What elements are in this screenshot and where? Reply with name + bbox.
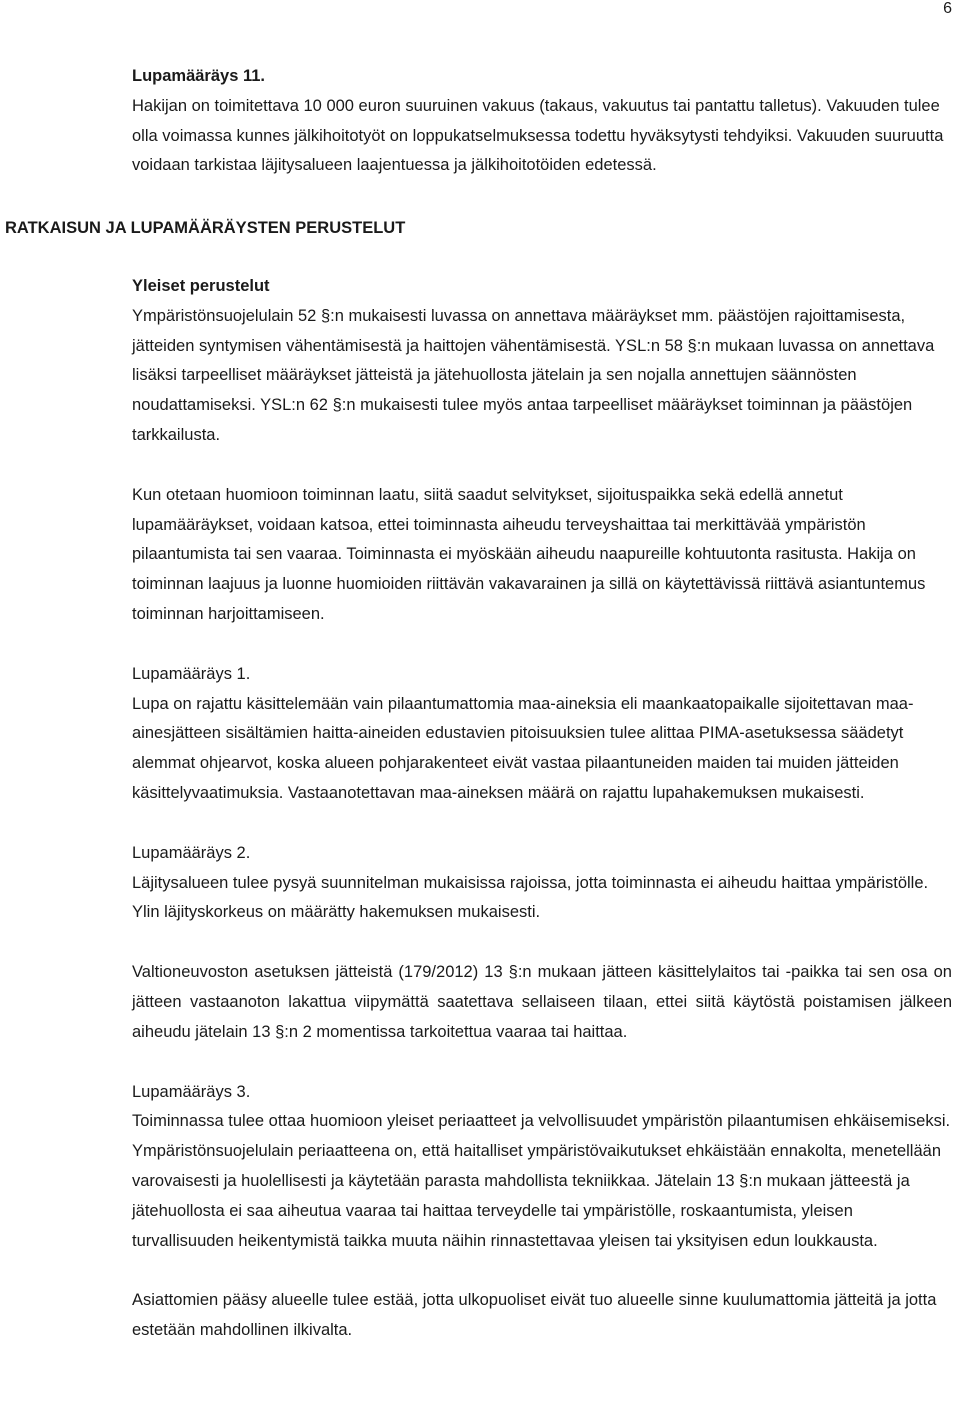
- lupamaarays-1-heading: Lupamääräys 1.: [132, 664, 251, 683]
- general-reasons: [0, 272, 960, 451]
- lupamaarays-3: [0, 1078, 960, 1257]
- assessment: [0, 481, 960, 630]
- site-access-text: Asiattomien pääsy alueelle tulee estää, jotta ulkopuoliset eivät tuo alueelle sinne kuulumattomia jätteitä ja jotta estetään mahdollinen ilkivalta.: [132, 1291, 937, 1340]
- document-body: [0, 62, 960, 1346]
- lupamaarays-2-text: Läjitysalueen tulee pysyä suunnitelman mukaisissa rajoissa, jotta toiminnasta ei aiheudu haittaa ympäristölle. Ylin läjityskorkeus on määrätty hakemuksen mukaisesti.: [132, 873, 929, 922]
- site-access: [0, 1286, 960, 1346]
- lupamaarays-11-text: Hakijan on toimitettava 10 000 euron suuruinen vakuus (takaus, vakuutus tai pantattu talletus). Vakuuden tulee olla voimassa kunnes jälkihoitotyöt on loppukatselmuksessa todettu hyväksytysti tehdyiksi. Vakuuden suuruutta voidaan tarkistaa läjitysalueen laajentuessa ja jälkihoitotöiden edetessä.: [132, 96, 944, 175]
- lupamaarays-11: [0, 62, 960, 181]
- lupamaarays-11-heading: Lupamääräys 11.: [132, 67, 265, 85]
- lupamaarays-1: [0, 660, 960, 809]
- lupamaarays-3-heading: Lupamääräys 3.: [132, 1082, 251, 1101]
- waste-decree-text: Valtioneuvoston asetuksen jätteistä (179/2012) 13 §:n mukaan jätteen käsittelylaitos tai -paikka tai sen osa on jätteen vastaanoton lakattua viipymättä saatettava sellaiseen tilaan, ettei siitä käytöstä poistamisen jälkeen aiheudu jätelain 13 §:n 2 momentissa tarkoitettua vaaraa tai haittaa.: [132, 963, 952, 1041]
- general-reasons-text: Ympäristönsuojelulain 52 §:n mukaisesti luvassa on annettava määräykset mm. päästöjen rajoittamisesta, jätteiden syntymisen vähentämisestä ja haittojen vähentämisestä. YSL:n 58 §:n mukaan luvassa on annettava lisäksi tarpeelliset määräykset jätteistä ja jätehuollosta jätelain ja sen nojalla annettujen säännösten noudattamiseksi. YSL:n 62 §:n mukaisesti tulee myös antaa tarpeelliset määräykset toiminnan ja päästöjen tarkkailusta.: [132, 306, 935, 444]
- general-reasons-heading: Yleiset perustelut: [132, 276, 270, 295]
- section-heading: RATKAISUN JA LUPAMÄÄRÄYSTEN PERUSTELUT: [5, 219, 406, 238]
- assessment-text: Kun otetaan huomioon toiminnan laatu, siitä saadut selvitykset, sijoituspaikka sekä edellä annetut lupamääräykset, voidaan katsoa, ettei toiminnasta aiheudu terveyshaittaa tai merkittävää ympäristön pilaantumista tai sen vaaraa. Toiminnasta ei myöskään aiheudu naapureille kohtuutonta rasitusta. Hakija on toiminnan laajuus ja luonne huomioiden riittävän vakavarainen ja sillä on käytettävissä riittävä asiantuntemus toiminnan harjoittamiseen.: [132, 485, 926, 623]
- page-number: 6: [943, 0, 952, 17]
- lupamaarays-1-text: Lupa on rajattu käsittelemään vain pilaantumattomia maa-aineksia eli maankaatopaikalle sijoitettavan maa-ainesjätteen sisältämien haitta-aineiden edustavien pitoisuuksien tulee alittaa PIMA-asetuksessa säädetyt alemmat ohjearvot, koska alueen pohjarakenteet eivät vastaa pilaantuneiden maiden tai muiden jätteiden käsittelyvaatimuksia. Vastaanotettavan maa-aineksen määrä on rajattu lupahakemuksen mukaisesti.: [132, 694, 914, 802]
- lupamaarays-2: [0, 839, 960, 928]
- waste-decree: [0, 958, 960, 1047]
- lupamaarays-2-heading: Lupamääräys 2.: [132, 843, 251, 862]
- lupamaarays-3-text: Toiminnassa tulee ottaa huomioon yleiset periaatteet ja velvollisuudet ympäristön pilaantumisen ehkäisemiseksi. Ympäristönsuojelulain periaatteena on, että haitalliset ympäristövaikutukset ehkäistään ennakolta, menetellään varovaisesti ja huolellisesti ja käytetään parasta mahdollista tekniikkaa. Jätelain 13 §:n mukaan jätteestä ja jätehuollosta ei saa aiheutua vaaraa tai haittaa terveydelle tai ympäristölle, roskaantumista, yleisen turvallisuuden heikentymistä taikka muuta näihin rinnastettavaa yleisen tai yksityisen edun loukkausta.: [132, 1112, 951, 1250]
